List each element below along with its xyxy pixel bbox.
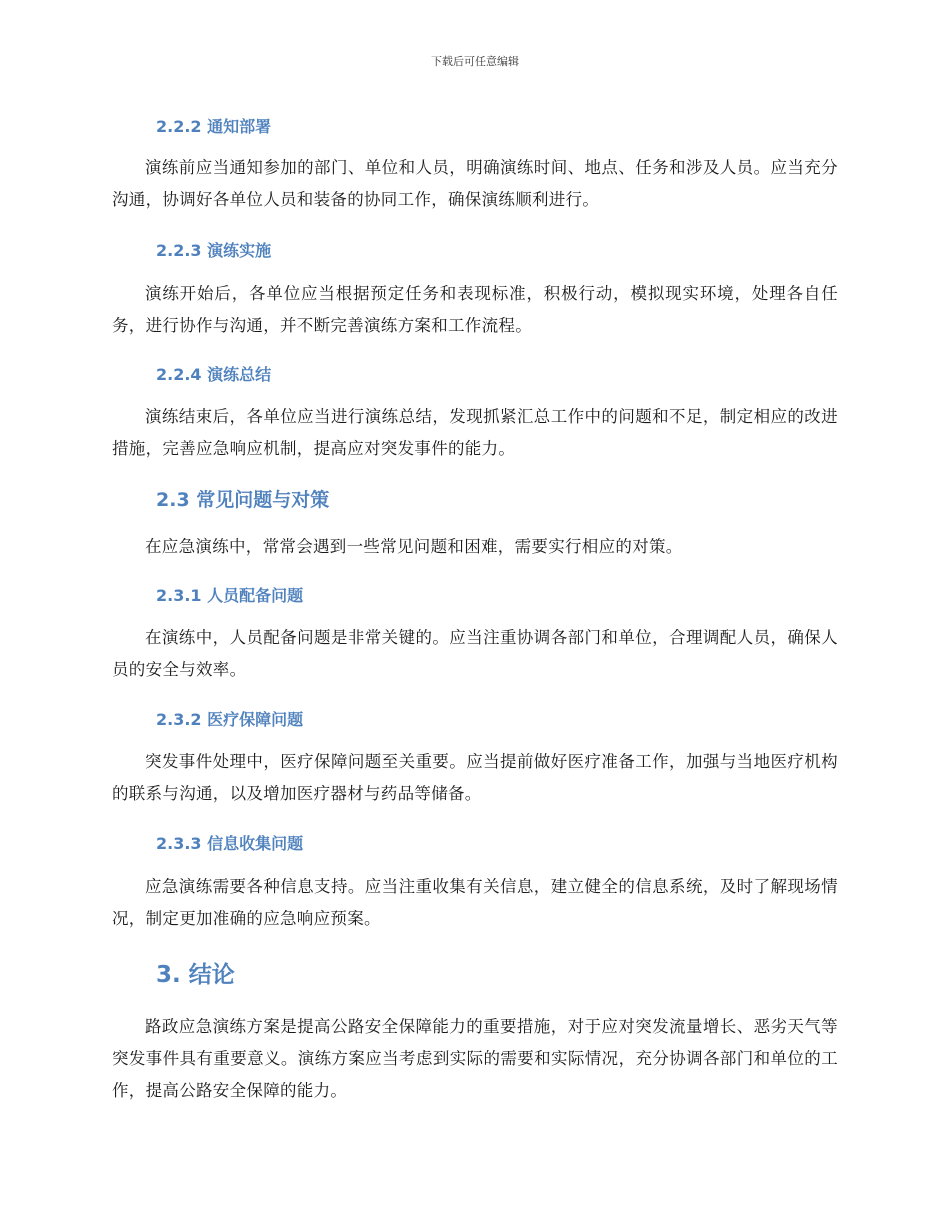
- paragraph-3: 路政应急演练方案是提高公路安全保障能力的重要措施，对于应对突发流量增长、恶劣天气等突发事件具有重要意义。演练方案应当考虑到实际的需要和实际情况，充分协调各部门和单位的工作，提高公路安全保障的能力。: [112, 1017, 838, 1100]
- heading-2-2-2: 2.2.2 通知部署: [156, 117, 272, 136]
- paragraph-2-2-2: 演练前应当通知参加的部门、单位和人员，明确演练时间、地点、任务和涉及人员。应当充分沟通，协调好各单位人员和装备的协同工作，确保演练顺利进行。: [112, 158, 838, 209]
- heading-3: 3. 结论: [156, 962, 235, 988]
- paragraph-2-3-1: 在演练中，人员配备问题是非常关键的。应当注重协调各部门和单位，合理调配人员，确保人员的安全与效率。: [112, 628, 838, 679]
- paragraph-2-2-4: 演练结束后，各单位应当进行演练总结，发现抓紧汇总工作中的问题和不足，制定相应的改进措施，完善应急响应机制，提高应对突发事件的能力。: [112, 407, 838, 458]
- heading-2-2-3: 2.2.3 演练实施: [156, 241, 272, 260]
- heading-2-3-3: 2.3.3 信息收集问题: [156, 834, 304, 853]
- paragraph-2-3-2: 突发事件处理中，医疗保障问题至关重要。应当提前做好医疗准备工作，加强与当地医疗机构的联系与沟通，以及增加医疗器材与药品等储备。: [112, 752, 838, 803]
- paragraph-2-2-3: 演练开始后，各单位应当根据预定任务和表现标准，积极行动，模拟现实环境，处理各自任务，进行协作与沟通，并不断完善演练方案和工作流程。: [112, 284, 838, 335]
- page-header-note: 下载后可任意编辑: [431, 55, 519, 68]
- heading-2-3-2: 2.3.2 医疗保障问题: [156, 710, 304, 729]
- heading-2-2-4: 2.2.4 演练总结: [156, 365, 272, 384]
- heading-2-3: 2.3 常见问题与对策: [156, 489, 330, 511]
- paragraph-2-3: 在应急演练中，常常会遇到一些常见问题和困难，需要实行相应的对策。: [145, 537, 683, 556]
- heading-2-3-1: 2.3.1 人员配备问题: [156, 586, 304, 605]
- paragraph-2-3-3: 应急演练需要各种信息支持。应当注重收集有关信息，建立健全的信息系统，及时了解现场情况，制定更加准确的应急响应预案。: [112, 877, 838, 928]
